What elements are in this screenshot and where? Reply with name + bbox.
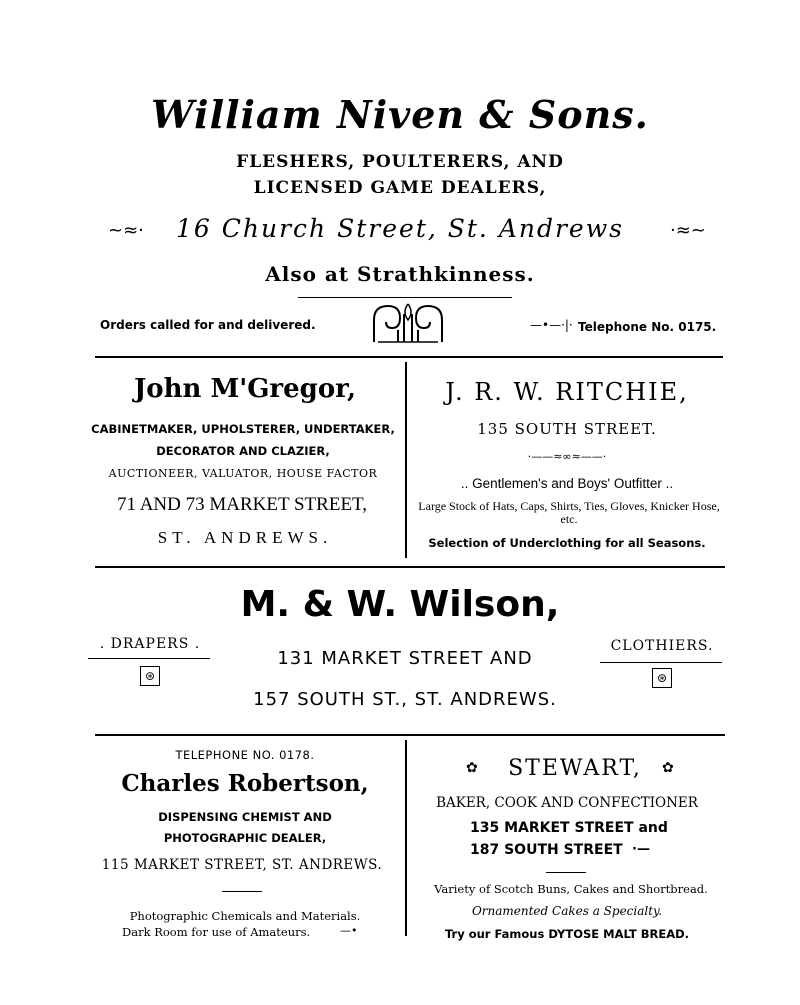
stewart-ornamented: Ornamented Cakes a Specialty. — [471, 904, 663, 918]
niven-trade-line-2: LICENSED GAME DEALERS, — [253, 178, 547, 198]
wilson-address-2: 157 SOUTH ST., ST. ANDREWS. — [253, 689, 557, 710]
darkroom-flourish-icon: —• — [340, 924, 358, 937]
niven-name: William Niven & Sons. — [151, 92, 649, 137]
wilson-drapers: . DRAPERS . — [99, 636, 201, 652]
drapers-rule — [88, 658, 210, 659]
stewart-malt: Try our Famous DYTOSE MALT BREAD. — [444, 927, 690, 941]
robertson-chemicals: Photographic Chemicals and Materials. — [129, 909, 361, 923]
mcgregor-trade-line-1: CABINETMAKER, UPHOLSTERER, UNDERTAKER, — [91, 422, 395, 436]
mcgregor-trade-line-2: DECORATOR AND CLAZIER, — [156, 444, 330, 458]
wilson-address-1: 131 MARKET STREET AND — [277, 648, 533, 669]
stewart-flourish-icon: ·— — [632, 842, 650, 857]
column-divider-1 — [405, 362, 407, 558]
clothiers-emblem-icon: ⊛ — [652, 668, 672, 688]
robertson-darkroom: Dark Room for use of Amateurs. — [122, 925, 311, 939]
mcgregor-name: John M'Gregor, — [133, 374, 357, 404]
niven-trade-line-1: FLESHERS, POULTERERS, AND — [236, 152, 564, 172]
telephone-flourish-icon: —•—·|· — [530, 318, 573, 332]
robertson-name: Charles Robertson, — [121, 770, 369, 797]
column-divider-2 — [405, 740, 407, 936]
ritchie-flourish-icon: ·——≈∞≈——· — [527, 450, 607, 463]
rule-2 — [95, 566, 725, 568]
art-nouveau-ornament-icon — [370, 300, 446, 344]
stewart-address-2: 187 SOUTH STREET — [470, 842, 623, 858]
stewart-name: STEWART, — [508, 756, 642, 781]
niven-telephone: Telephone No. 0175. — [578, 320, 717, 334]
mcgregor-town: ST. ANDREWS. — [157, 528, 333, 547]
niven-divider — [298, 297, 512, 298]
rule-3 — [95, 734, 725, 736]
stewart-left-rosette-icon: ✿ — [466, 760, 478, 776]
wilson-name: M. & W. Wilson, — [240, 584, 560, 625]
mcgregor-address: 71 AND 73 MARKET STREET, — [117, 494, 367, 515]
stewart-address-1: 135 MARKET STREET and — [470, 820, 668, 836]
drapers-emblem-icon: ⊛ — [140, 666, 160, 686]
niven-address: 16 Church Street, St. Andrews — [176, 214, 624, 243]
stewart-right-rosette-icon: ✿ — [662, 760, 674, 776]
wilson-clothiers: CLOTHIERS. — [610, 638, 714, 654]
robertson-telephone: TELEPHONE NO. 0178. — [175, 748, 315, 762]
stewart-short-rule — [546, 872, 586, 873]
clothiers-rule — [600, 662, 722, 663]
mcgregor-trade-line-3: AUCTIONEER, VALUATOR, HOUSE FACTOR — [108, 467, 378, 480]
robertson-trade-line-2: PHOTOGRAPHIC DEALER, — [163, 831, 327, 845]
stewart-buns: Variety of Scotch Buns, Cakes and Shortbread. — [434, 882, 708, 896]
stewart-trade: BAKER, COOK AND CONFECTIONER — [436, 795, 698, 811]
ritchie-address: 135 SOUTH STREET. — [477, 420, 657, 438]
right-flourish-icon: ·≈~ — [670, 220, 706, 241]
niven-also: Also at Strathkinness. — [265, 262, 535, 286]
ritchie-outfitter: .. Gentlemen's and Boys' Outfitter .. — [460, 476, 674, 491]
niven-orders: Orders called for and delivered. — [100, 318, 316, 332]
ritchie-name: J. R. W. RITCHIE, — [445, 378, 689, 406]
rule-1 — [95, 356, 723, 358]
left-flourish-icon: ~≈· — [108, 220, 144, 241]
ritchie-stock: Large Stock of Hats, Caps, Shirts, Ties, Gloves, Knicker Hose, etc. — [418, 499, 720, 526]
robertson-address: 115 MARKET STREET, ST. ANDREWS. — [101, 857, 383, 873]
robertson-short-rule — [222, 891, 262, 892]
robertson-trade-line-1: DISPENSING CHEMIST AND — [158, 810, 332, 824]
ritchie-selection: Selection of Underclothing for all Seasons. — [428, 536, 706, 550]
